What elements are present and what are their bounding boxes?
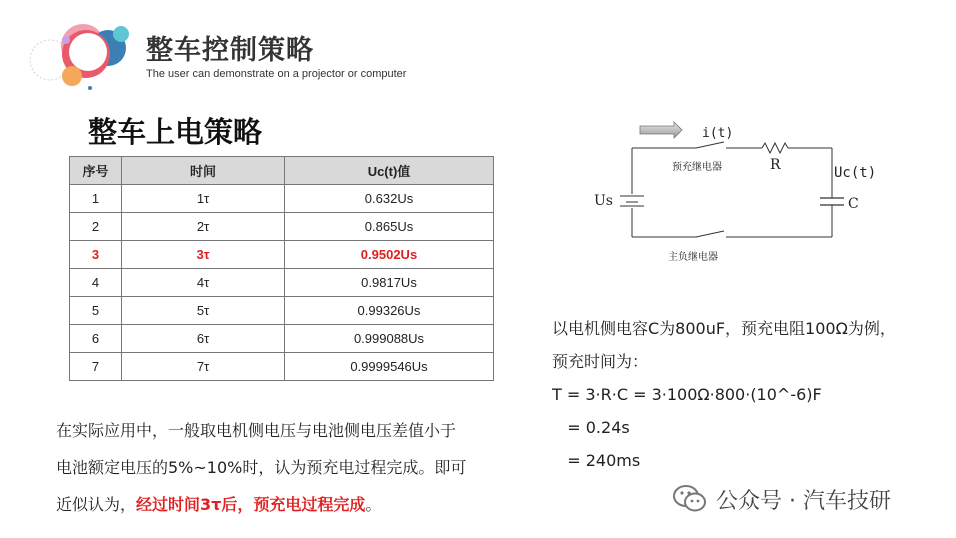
table-row (70, 269, 494, 297)
section-title: 整车上电策略 (88, 115, 263, 149)
precharge-circuit-diagram (580, 118, 900, 278)
table-cell: 6 (70, 325, 122, 353)
table-cell: 6τ (122, 325, 285, 353)
table-header-row (70, 157, 494, 185)
main-relay-switch (696, 231, 724, 237)
paragraph-text: 。 (365, 495, 382, 514)
formula-line: = 240ms (552, 451, 641, 470)
column-header: Uc(t)值 (285, 157, 494, 185)
table-row (70, 353, 494, 381)
table-cell: 2 (70, 213, 122, 241)
table-row (70, 325, 494, 353)
paragraph-line: 预充时间为： (552, 352, 649, 371)
capacitor-voltage-label: Uc(t) (834, 165, 877, 181)
table-cell: 3τ (122, 241, 285, 269)
table-cell: 1 (70, 185, 122, 213)
current-label: i(t) (702, 126, 734, 141)
table-cell: 5τ (122, 297, 285, 325)
table-cell: 0.865Us (285, 213, 494, 241)
resistor-icon (762, 143, 788, 153)
calculation-paragraph (552, 312, 896, 477)
logo (28, 18, 138, 98)
tau-table (69, 156, 494, 381)
highlighted-conclusion: 经过时间3τ后，预充电过程完成 (136, 495, 366, 514)
explanation-paragraph (56, 412, 536, 523)
current-arrow-icon (640, 122, 682, 138)
table-cell: 0.9817Us (285, 269, 494, 297)
paragraph-line: 在实际应用中，一般取电机侧电压与电池侧电压差值小于 (56, 421, 457, 440)
table-cell: 7 (70, 353, 122, 381)
formula-line: T = 3·R·C = 3·100Ω·800·(10^-6)F (552, 385, 822, 404)
table-cell: 4τ (122, 269, 285, 297)
paragraph-line: 电池额定电压的5%~10%时，认为预充电过程完成。即可 (56, 458, 467, 477)
main-relay-label: 主负继电器 (668, 252, 718, 263)
paragraph-text: 近似认为， (56, 495, 137, 514)
capacitor-label: C (848, 196, 859, 212)
watermark-text: 公众号 · 汽车技研 (716, 488, 891, 514)
table-cell: 7τ (122, 353, 285, 381)
table-cell: 0.999088Us (285, 325, 494, 353)
table-cell: 0.99326Us (285, 297, 494, 325)
precharge-relay-switch (696, 142, 724, 148)
column-header: 时间 (122, 157, 285, 185)
paragraph-line (56, 486, 536, 523)
table-cell: 4 (70, 269, 122, 297)
precharge-relay-label: 预充继电器 (672, 162, 722, 173)
table-cell: 3 (70, 241, 122, 269)
formula-line: = 0.24s (552, 418, 630, 437)
wechat-icon (672, 483, 708, 515)
table-cell: 2τ (122, 213, 285, 241)
header-subtitle: The user can demonstrate on a projector or computer (146, 68, 407, 80)
resistor-label: R (770, 157, 781, 173)
header-title: 整车控制策略 (146, 35, 314, 66)
table-row (70, 297, 494, 325)
table-cell: 1τ (122, 185, 285, 213)
watermark (672, 482, 891, 516)
table-row (70, 185, 494, 213)
table-row (70, 213, 494, 241)
paragraph-line: 以电机侧电容C为800uF，预充电阻100Ω为例， (552, 319, 896, 338)
column-header: 序号 (70, 157, 122, 185)
source-label: Us (594, 193, 613, 209)
table-cell: 0.632Us (285, 185, 494, 213)
table-cell: 5 (70, 297, 122, 325)
table-cell: 0.9502Us (285, 241, 494, 269)
table-cell: 0.9999546Us (285, 353, 494, 381)
table-row-highlighted (70, 241, 494, 269)
